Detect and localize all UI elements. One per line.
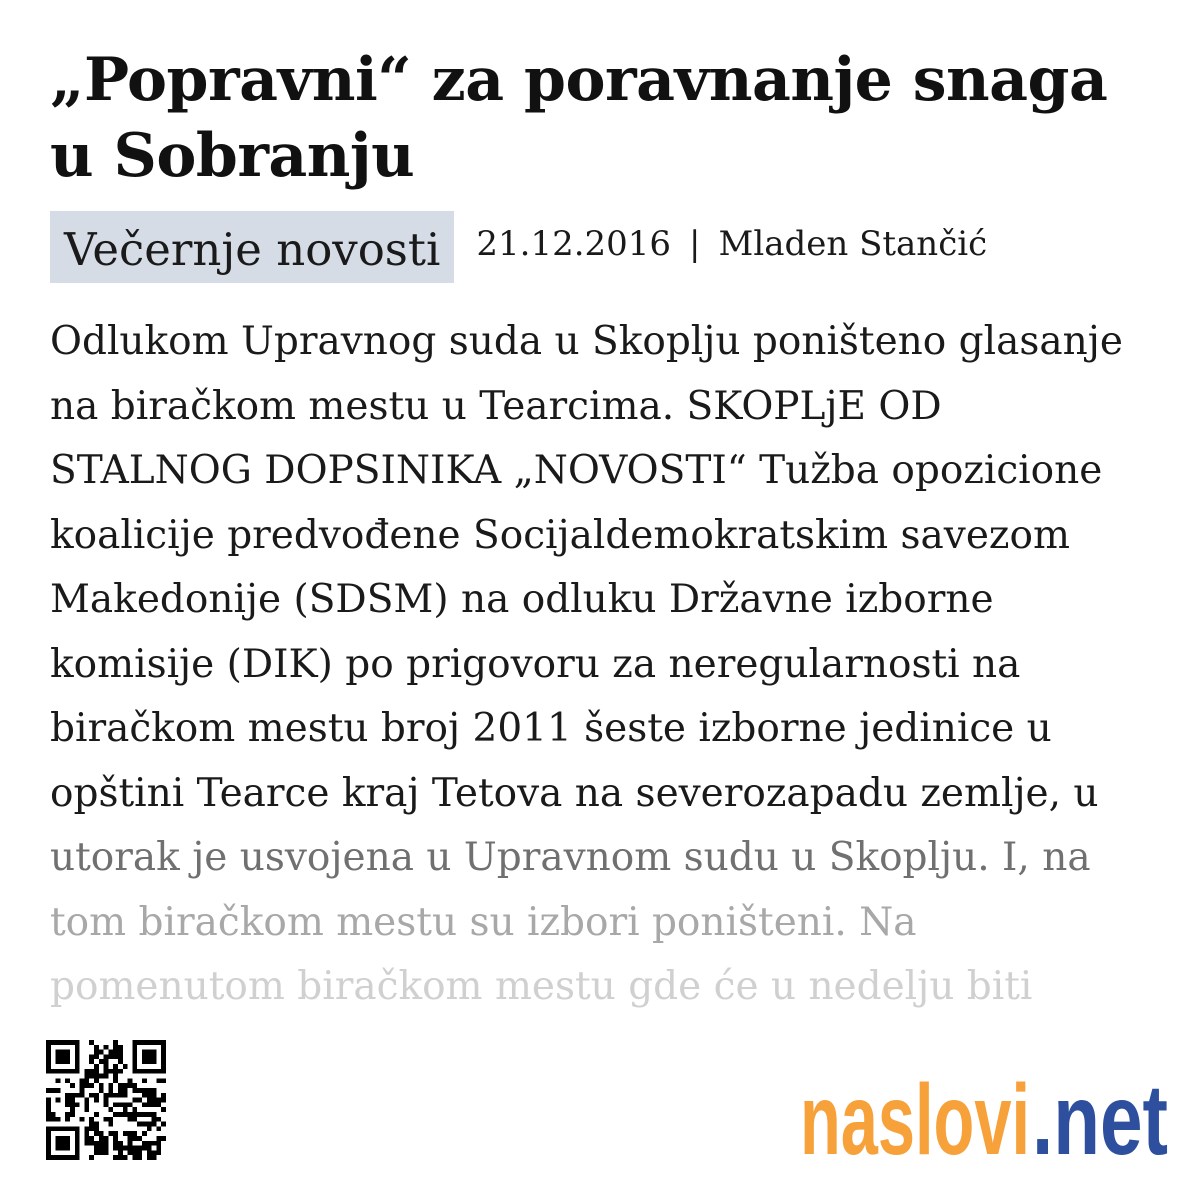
body-line: na biračkom mestu u Tearcima. SKOPLjE OD [50,383,942,429]
logo-main-text: naslovi [800,1064,1030,1162]
body-line: Odlukom Upravnog suda u Skoplju poništeno glasanje [50,319,1123,364]
body-line: STALNOG DOPSINIKA „NOVOSTI“ Tužba opozicione [50,448,1103,493]
body-line: opštini Tearce kraj Tetova na severozapadu zemlje, u [50,770,1099,816]
body-line-faded: pomenutom biračkom mestu gde će u nedelju biti [50,964,1033,1009]
meta-line [476,211,987,277]
naslovi-logo[interactable] [800,1062,1170,1162]
meta-separator: | [689,224,701,264]
article-author: Mladen Stančić [718,224,988,264]
body-line: biračkom mestu broj 2011 šeste izborne jedinice u [50,706,1052,751]
body-line-faded: tom biračkom mestu su izbori poništeni. Na [50,899,917,945]
article-headline: „Popravni“ za poravnanje snaga u Sobranju [50,45,1108,191]
logo-suffix-text: .net [1032,1064,1168,1162]
body-line-faded: utorak je usvojena u Upravnom sudu u Skoplju. I, na [50,835,1091,880]
body-line: komisije (DIK) po prigovoru za neregularnosti na [50,641,1021,687]
article-body [50,310,1160,1020]
body-line: Makedonije (SDSM) na odluku Državne izborne [50,577,994,622]
qr-code-icon[interactable] [46,1040,166,1160]
article-date: 21.12.2016 [476,224,672,264]
source-badge[interactable]: Večernje novosti [50,211,454,283]
body-line: koalicije predvođene Socijaldemokratskim savezom [50,512,1070,558]
article-meta [50,211,987,283]
